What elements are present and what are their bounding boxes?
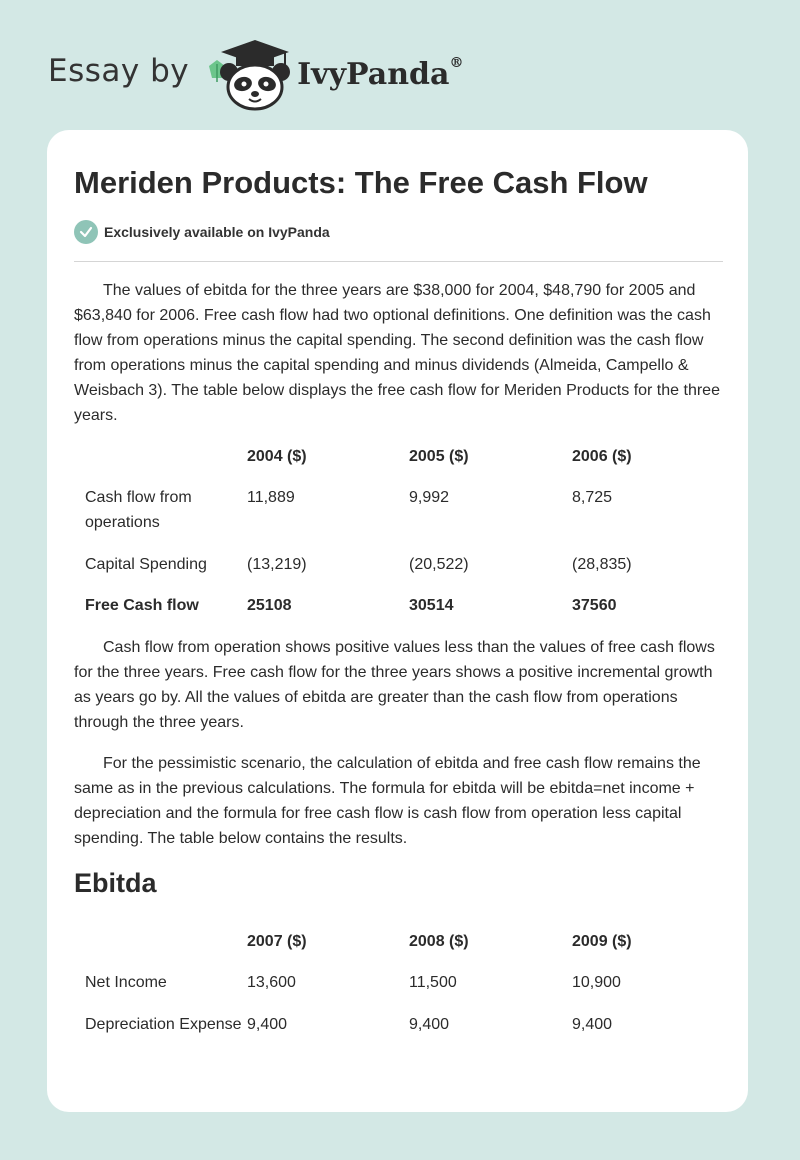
table-cell: 9,400 xyxy=(409,1016,450,1033)
free-cash-flow-table xyxy=(74,444,723,634)
table-header-cell: 2009 ($) xyxy=(572,933,632,950)
table-cell: 13,600 xyxy=(247,974,296,991)
table-cell: Free Cash flow xyxy=(85,597,199,614)
table-cell: 10,900 xyxy=(572,974,621,991)
ivypanda-logo[interactable] xyxy=(205,36,463,112)
paragraph-analysis: Cash flow from operation shows positive values less than the values of free cash flows for the three years. Free cash flow for the three years shows a positive incremental growth as years go by. All the values of ebitda are greater than the cash flow from operations through the three years. xyxy=(74,639,715,731)
table-cell: 9,400 xyxy=(572,1016,613,1033)
table-cell: (28,835) xyxy=(572,556,632,573)
table-cell: 9,992 xyxy=(409,489,450,506)
table-row xyxy=(74,970,723,1012)
table-row-total xyxy=(74,593,723,634)
table-header-cell: 2004 ($) xyxy=(247,448,307,465)
table-header-cell: 2008 ($) xyxy=(409,933,469,950)
table-cell: Depreciation Expense xyxy=(85,1016,242,1033)
table-row xyxy=(74,552,723,593)
table-cell: Capital Spending xyxy=(85,556,207,573)
section-heading: Ebitda xyxy=(74,868,157,898)
paragraph-intro: The values of ebitda for the three years are $38,000 for 2004, $48,790 for 2005 and $63,840 for 2006. Free cash flow had two optional definitions. One definition was the cash flow from operations minus the capital spending. The second definition was the cash flow from operations minus the capital spending and minus dividends (Almeida, Campello & Weisbach 3). The table below displays the free cash flow for Meriden Products for the three years. xyxy=(74,282,720,424)
table-cell: (20,522) xyxy=(409,556,469,573)
table-cell: 8,725 xyxy=(572,489,613,506)
table-cell: Net Income xyxy=(85,974,167,991)
table-header-cell xyxy=(74,444,247,485)
table-header-cell xyxy=(74,929,247,970)
ebitda-table xyxy=(74,929,723,1062)
table-cell: 30514 xyxy=(409,597,454,614)
page-title: Meriden Products: The Free Cash Flow xyxy=(74,165,648,200)
table-header-cell: 2005 ($) xyxy=(409,448,469,465)
essay-by-label: Essay by xyxy=(48,53,190,89)
table-row xyxy=(74,1012,723,1062)
table-cell: 11,889 xyxy=(247,489,295,506)
exclusive-badge xyxy=(74,220,330,244)
table-header-cell: 2006 ($) xyxy=(572,448,632,465)
divider xyxy=(74,261,723,262)
table-header-row xyxy=(74,929,723,970)
table-cell: (13,219) xyxy=(247,556,307,573)
table-row xyxy=(74,485,723,552)
table-header-cell: 2007 ($) xyxy=(247,933,307,950)
table-cell: 25108 xyxy=(247,597,292,614)
article-card xyxy=(47,130,748,1112)
table-cell: Cash flow from operations xyxy=(85,489,192,531)
table-header-row xyxy=(74,444,723,485)
table-cell: 37560 xyxy=(572,597,617,614)
table-cell: 11,500 xyxy=(409,974,457,991)
table-cell: 9,400 xyxy=(247,1016,288,1033)
exclusive-label: Exclusively available on IvyPanda xyxy=(104,224,330,240)
paragraph-scenario: For the pessimistic scenario, the calculation of ebitda and free cash flow remains the same as in the previous calculations. The formula for ebitda will be ebitda=net income + depreciation and the formula for free cash flow is cash flow from operation less capital spending. The table below contains the results. xyxy=(74,755,701,847)
check-icon xyxy=(74,220,98,244)
site-header xyxy=(48,34,463,114)
panda-mascot-icon xyxy=(205,36,291,112)
brand-name: IvyPanda® xyxy=(297,54,464,92)
